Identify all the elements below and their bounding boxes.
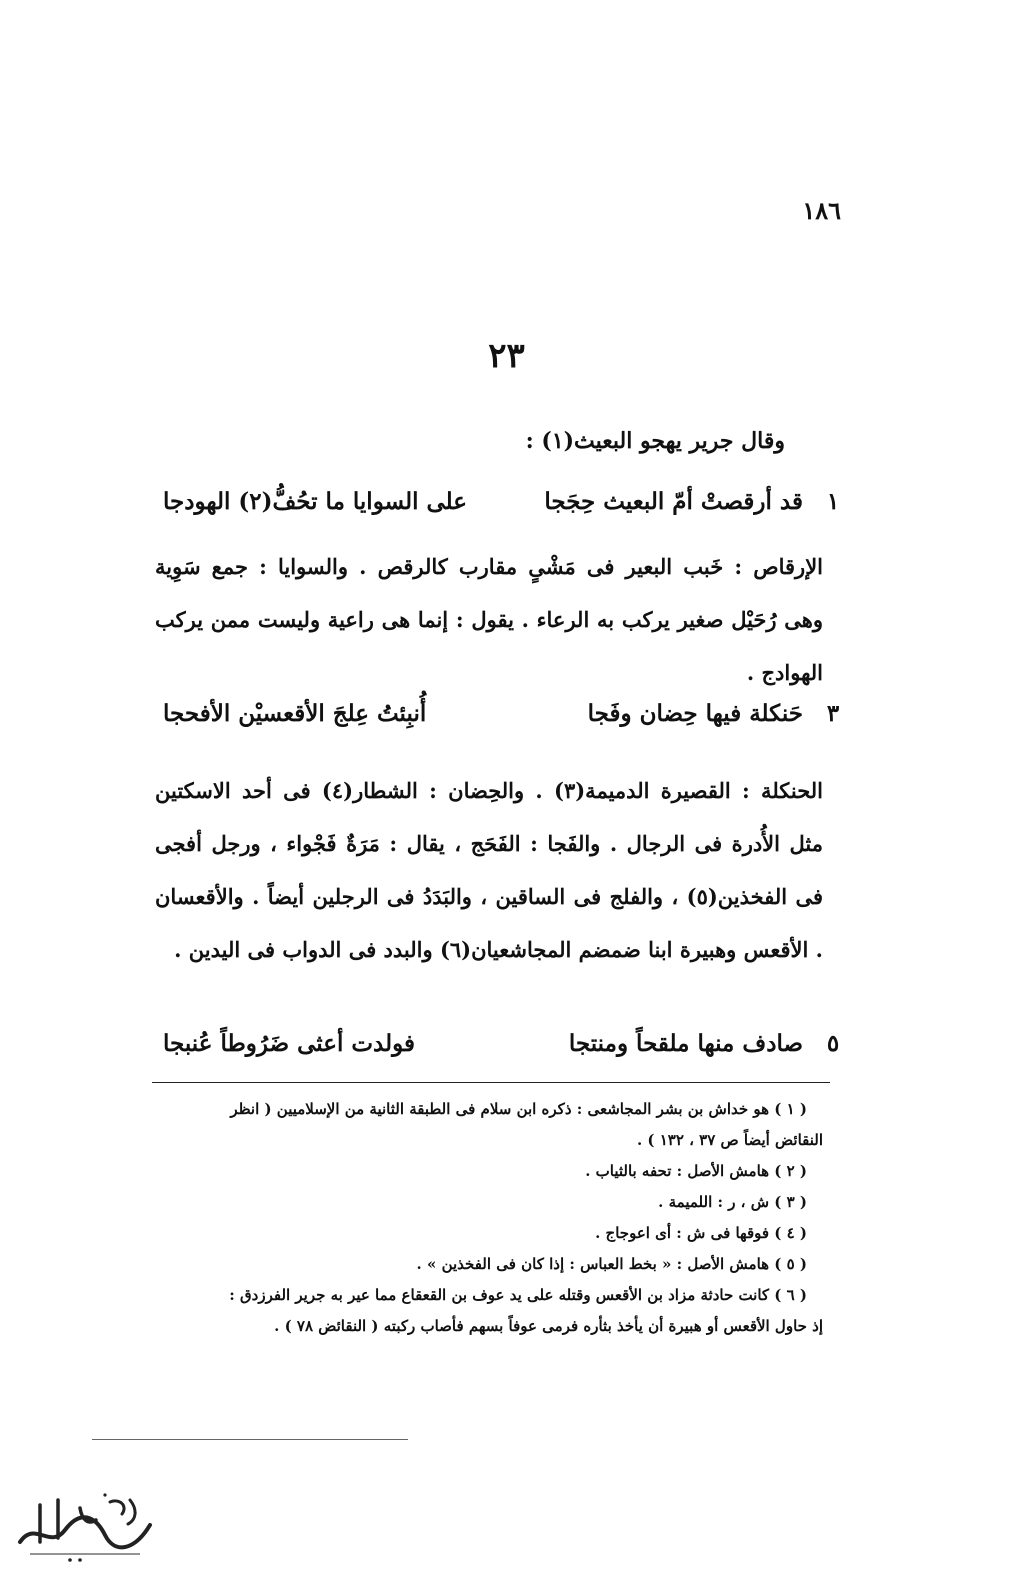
verse-first-hemistich: قد أرقصتْ أمّ البعيث حِجَجا: [544, 488, 803, 515]
footnote: ( ٥ ) هامش الأصل : « بخط العباس : إذا كان فى الفخذين » .: [416, 1255, 807, 1273]
verse-first-hemistich: حَنكلة فيها حِضان وفَجا: [587, 700, 803, 727]
footnote: ( ٢ ) هامش الأصل : تحفه بالثياب .: [585, 1162, 807, 1180]
verse-number: ١: [826, 488, 840, 515]
footnote: ( ٦ ) كانت حادثة مزاد بن الأقعس وقتله على يد عوف بن القعقاع مما عير به جرير الفرزدق :: [229, 1286, 807, 1304]
poem-intro: وقال جرير يهجو البعيث(١) :: [525, 428, 785, 454]
footnotes: [133, 1094, 823, 1342]
verse-second-hemistich: على السوايا ما تحُفُّ(٢) الهودجا: [163, 488, 468, 515]
footnote-continuation: إذ حاول الأقعس أو هبيرة أن يأخذ بثأره فرمى عوفاً بسهم فأصاب ركبته ( النقائض ٧٨ ) .: [274, 1317, 823, 1335]
gloss-paragraph: الحنكلة : القصيرة الدميمة(٣) . والحِضان : الشطار(٤) فى أحد الاسكتين مثل الأُدرة فى الرجال . والفَجا : الفَحَج ، يقال : مَرَةٌ فَجْواء ، ورجل أفجى فى الفخذين(٥) ، والفلج فى الساقين ، والبَدَدُ فى الرجلين أيضاً . والأقعسان . الأقعس وهبيرة ابنا ضمضم المجاشعيان(٦) والبدد فى الدواب فى اليدين .: [155, 778, 823, 962]
verse-number: ٣: [826, 700, 840, 727]
verse-first-hemistich: صادف منها ملقحاً ومنتجا: [568, 1030, 803, 1057]
verse: [163, 700, 848, 740]
verse: [163, 1030, 848, 1070]
stamp-graphic: [10, 1480, 160, 1570]
poem-number: ٢٣: [488, 336, 525, 376]
verse: [163, 488, 848, 528]
bottom-divider: [92, 1439, 408, 1440]
page-number: ١٨٦: [802, 196, 841, 225]
calligraphic-stamp-icon: [10, 1480, 160, 1570]
footnote: ( ١ ) هو خداش بن بشر المجاشعى : ذكره ابن سلام فى الطبقة الثانية من الإسلاميين ( انظر: [230, 1100, 807, 1118]
verse-second-hemistich: فولدت أعثى ضَرُوطاً عُنبجا: [163, 1030, 415, 1057]
footnote-continuation: النقائض أيضاً ص ٣٧ ، ١٣٢ ) .: [636, 1131, 823, 1149]
footnote: ( ٤ ) فوقها فى ش : أى اعوجاج .: [595, 1224, 807, 1242]
verse-number: ٥: [826, 1030, 840, 1057]
footnote: ( ٣ ) ش ، ر : اللميمة .: [658, 1193, 807, 1211]
verse-second-hemistich: أُنبِئتُ عِلجَ الأقعسيْن الأفحجا: [163, 700, 427, 727]
gloss-paragraph: الإرقاص : خَبب البعير فى مَشْىٍ مقارب كالرقص . والسوايا : جمع سَوِية وهى رُحَيْل صغير يركب به الرعاء . يقول : إنما هى راعية وليست ممن يركب الهوادج .: [155, 554, 823, 685]
footnote-divider: [152, 1082, 830, 1083]
